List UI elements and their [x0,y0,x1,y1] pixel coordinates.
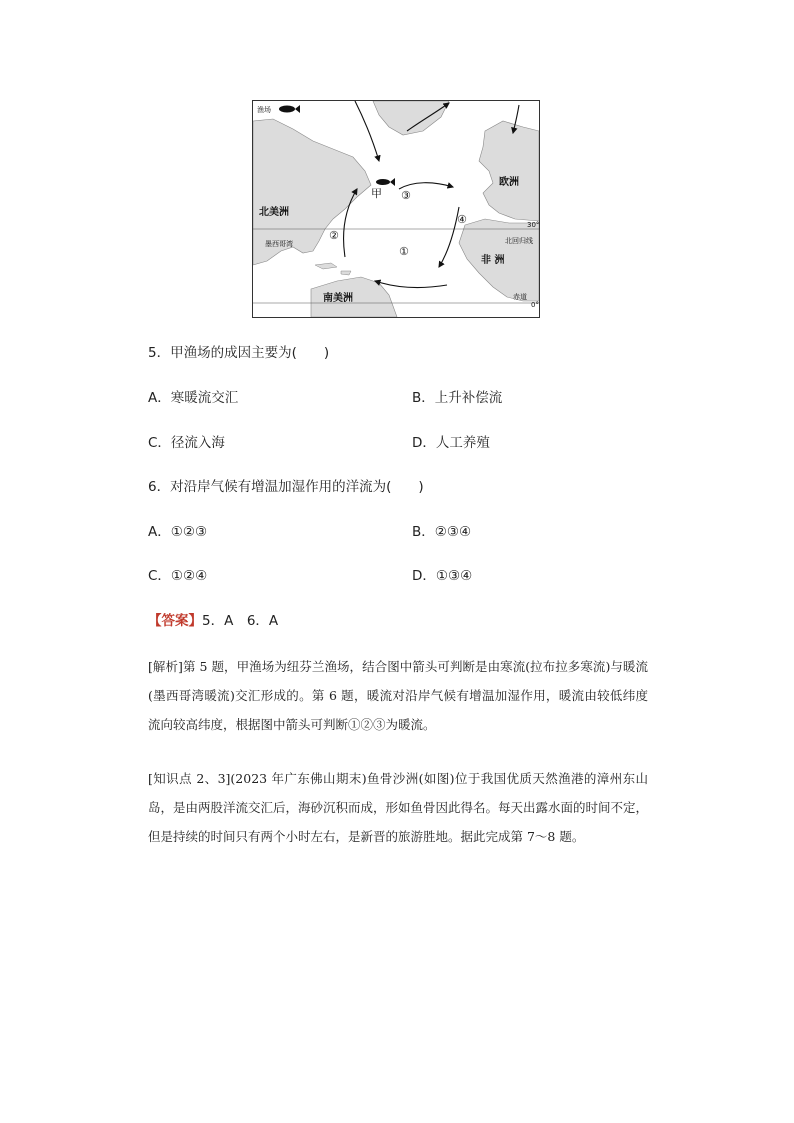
label-mexico: 墨西哥湾 [265,240,293,248]
label-c2: ② [329,229,339,242]
atlantic-current-map [252,100,540,318]
label-equator: 赤道 [513,293,527,301]
legend-text: 渔场 [257,106,271,114]
label-lat30: 30° [527,221,539,229]
q6-option-c: C．①②④ [148,568,208,584]
q6-option-a: A．①②③ [148,524,208,540]
north-equatorial-arrow [375,281,447,288]
europe-land [479,121,539,221]
label-c3: ③ [401,189,411,202]
label-europe: 欧洲 [499,177,519,188]
q6-option-b: B．②③④ [412,524,472,540]
answer-line [148,612,278,630]
q5-option-b: B．上升补偿流 [412,390,503,406]
analysis-paragraph: [解析]第 5 题，甲渔场为纽芬兰渔场，结合图中箭头可判断是由寒流(拉布拉多寒流)与暖流(墨西哥湾暖流)交汇形成的。第 6 题，暖流对沿岸气候有增温加湿作用，暖流由较低纬度流向较高纬度，根据图中箭头可判断①②③为暖流。 [148,659,648,732]
answer-text: 5．A 6．A [202,613,279,629]
label-tropic: 北回归线 [505,237,533,245]
greenland-land [373,101,449,135]
q5-option-c: C．径流入海 [148,435,225,451]
fish-legend-icon [279,105,300,113]
q5-option-a: A．寒暖流交汇 [148,390,239,406]
canary-current-arrow [439,207,459,267]
label-south-america: 南美洲 [323,293,353,304]
q6-option-d: D．①③④ [412,568,473,584]
fishing-ground-fish-icon [376,178,395,186]
label-north-america: 北美洲 [259,207,289,218]
map-svg [253,101,539,317]
q5-option-d: D．人工养殖 [412,435,490,451]
answer-tag: 【答案】 [148,613,202,629]
knowledge-paragraph: [知识点 2、3](2023 年广东佛山期末)鱼骨沙洲(如图)位于我国优质天然渔港的漳州东山岛，是由两股洋流交汇后，海砂沉积而成，形如鱼骨因此得名。每天出露水面的时间不定，但是持续的时间只有两个小时左右，是新晋的旅游胜地。据此完成第 7～8 题。 [148,771,649,844]
label-jia: 甲 [371,187,382,200]
label-c1: ① [399,245,409,258]
label-c4: ④ [457,213,467,226]
question-5-stem: 5．甲渔场的成因主要为( ) [148,345,330,361]
label-lat0: 0° [531,301,539,309]
question-6-stem: 6．对沿岸气候有增温加湿作用的洋流为( ) [148,479,424,495]
caribbean-islands [315,263,351,275]
label-africa: 非 洲 [481,255,505,266]
labrador-current-arrow [355,101,379,161]
